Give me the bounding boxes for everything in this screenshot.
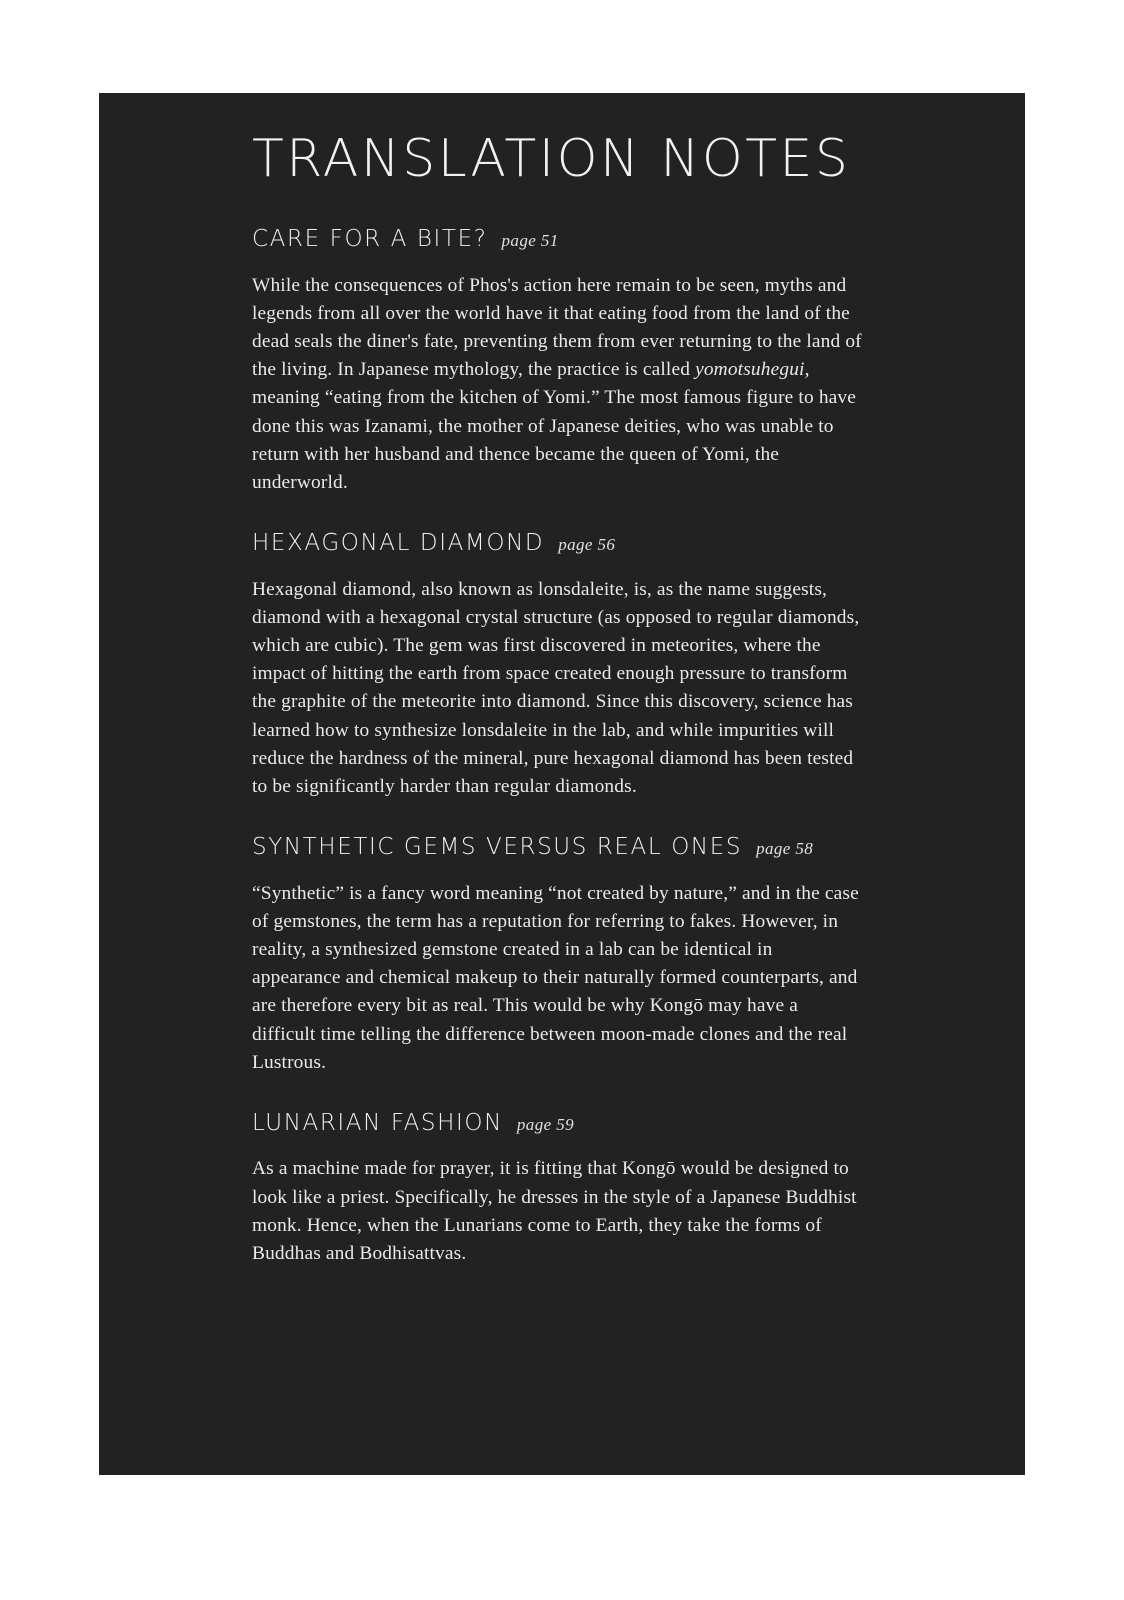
note-page-reference: page 56	[558, 535, 616, 555]
note-body-part: Hexagonal diamond, also known as lonsdaleite, is, as the name suggests, diamond with a hexagonal crystal structure (as opposed to regular diamonds, which are cubic). The gem was first discovered in meteorites, where the impact of hitting the earth from space created enough pressure to transform the graphite of the meteorite into diamond. Since this discovery, science has learned how to synthesize lonsdaleite in the lab, and while impurities will reduce the hardness of the mineral, pure hexagonal diamond has been tested to be significantly harder than regular diamonds.	[252, 578, 860, 798]
note-title: CARE FOR A BITE?	[252, 226, 488, 253]
note-body	[252, 880, 864, 1077]
note-body-part: “Synthetic” is a fancy word meaning “not created by nature,” and in the case of gemstones, the term has a reputation for referring to fakes. However, in reality, a synthesized gemstone created in a lab can be identical in appearance and chemical makeup to their naturally formed counterparts, and are therefore every bit as real. This would be why Kongō may have a difficult time telling the difference between moon-made clones and the real Lustrous.	[252, 882, 859, 1073]
page-title: TRANSLATION NOTES	[252, 129, 851, 189]
note-section	[252, 226, 963, 497]
note-body-italic: yomotsuhegui,	[695, 359, 810, 381]
note-section	[252, 530, 963, 801]
note-heading	[252, 530, 963, 556]
note-body	[252, 272, 864, 498]
note-section	[252, 1110, 963, 1268]
note-title: LUNARIAN FASHION	[252, 1110, 503, 1137]
note-body-part: As a machine made for prayer, it is fitting that Kongō would be designed to look like a priest. Specifically, he dresses in the style of a Japanese Buddhist monk. Hence, when the Lunarians come to Earth, they take the forms of Buddhas and Bodhisattvas.	[252, 1158, 857, 1265]
note-title: SYNTHETIC GEMS VERSUS REAL ONES	[252, 834, 743, 861]
note-title: HEXAGONAL DIAMOND	[252, 530, 545, 557]
page-content	[99, 93, 1025, 1268]
note-page-reference: page 58	[756, 839, 814, 859]
note-section	[252, 834, 963, 1077]
note-body	[252, 576, 864, 802]
note-body-part: While the consequences of Phos's action here remain to be seen, myths and legends from all over the world have it that eating food from the land of the dead seals the diner's fate, preventing them from ever returning to the land of the living. In Japanese mythology, the practice is called	[252, 274, 862, 381]
note-page-reference: page 59	[516, 1115, 575, 1135]
book-page	[99, 93, 1025, 1475]
note-body-part: meaning “eating from the kitchen of Yomi.” The most famous figure to have done this was Izanami, the mother of Japanese deities, who was unable to return with her husband and thence became the queen of Yomi, the underworld.	[252, 387, 857, 493]
note-heading	[252, 1110, 963, 1136]
note-body	[252, 1155, 864, 1268]
note-heading	[252, 834, 963, 860]
note-page-reference: page 51	[501, 231, 559, 251]
note-heading	[252, 226, 963, 252]
